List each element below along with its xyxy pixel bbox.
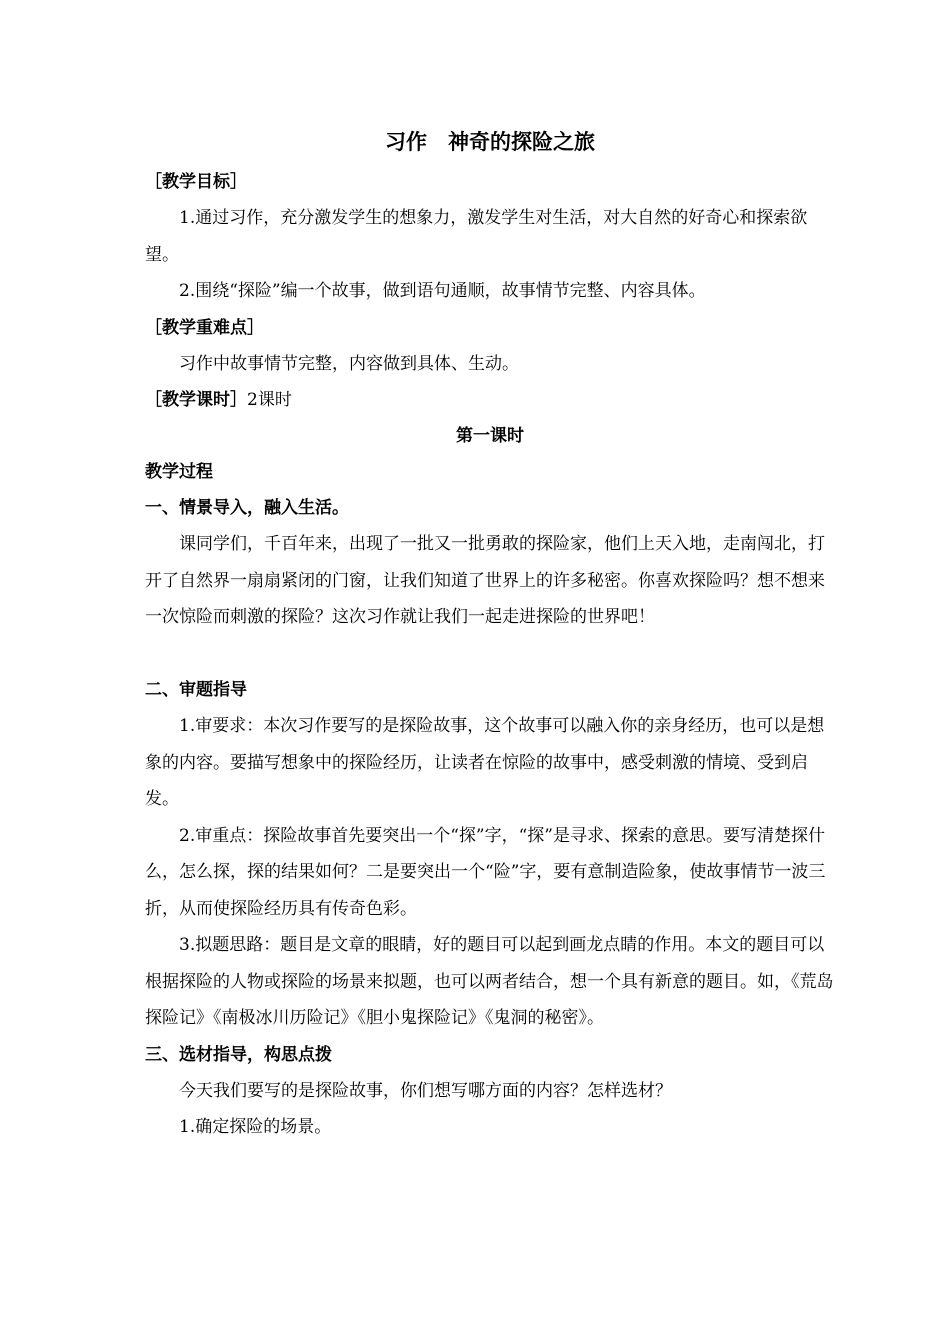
hours-line (145, 382, 835, 418)
section-paragraph: 2.审重点：探险故事首先要突出一个“探”字，“探”是寻求、探索的意思。要写清楚探什么，怎么探，探的结果如何？二是要突出一个“险”字，要有意制造险象，使故事情节一波三折，从而使探险经历具有传奇色彩。 (145, 825, 826, 919)
key-points-text: 习作中故事情节完整，内容做到具体、生动。 (179, 353, 519, 374)
section-paragraph: 1.确定探险的场景。 (179, 1117, 332, 1137)
section-paragraph: 今天我们要写的是探险故事，你们想写哪方面的内容？怎样选材？ (179, 1080, 672, 1101)
hours-value: 2课时 (247, 390, 292, 410)
section-heading: 一、情景导入，融入生活。 (145, 498, 349, 518)
section-paragraph: 3.拟题思路：题目是文章的眼睛，好的题目可以起到画龙点睛的作用。本文的题目可以根据探险的人物或探险的场景来拟题，也可以两者结合，想一个具有新意的题目。如，《荒岛探险记》《南极冰川历险记》《胆小鬼探险记》《鬼洞的秘密》。 (145, 935, 834, 1028)
section-heading: 三、选材指导，构思点拨 (145, 1044, 332, 1065)
section-heading: 二、审题指导 (145, 680, 247, 700)
section-paragraph: 1.审要求：本次习作要写的是探险故事，这个故事可以融入你的亲身经历，也可以是想象的内容。要描写想象中的探险经历，让读者在惊险的故事中，感受刺激的情境、受到启发。 (145, 716, 825, 809)
objective-item: 1.通过习作，充分激发学生的想象力，激发学生对生活，对大自然的好奇心和探索欲望。 (145, 208, 808, 265)
lesson-title: 第一课时 (456, 426, 524, 446)
section-paragraph: 课同学们，千百年来，出现了一批又一批勇敢的探险家，他们上天入地，走南闯北，打开了自然界一扇扇紧闭的门窗，让我们知道了世界上的许多秘密。你喜欢探险吗？想不想来一次惊险而刺激的探险？这次习作就让我们一起走进探险的世界吧！ (145, 534, 825, 627)
key-points-heading: ［教学重难点］ (145, 317, 264, 338)
blank-line (145, 636, 835, 673)
document-title: 习作 神奇的探险之旅 (385, 130, 595, 154)
document-page (145, 120, 835, 1146)
objectives-heading: ［教学目标］ (145, 172, 247, 192)
objective-item: 2.围绕“探险”编一个故事，做到语句通顺，故事情节完整、内容具体。 (179, 281, 706, 301)
process-heading: 教学过程 (145, 462, 213, 482)
hours-heading: ［教学课时］ (145, 390, 247, 410)
